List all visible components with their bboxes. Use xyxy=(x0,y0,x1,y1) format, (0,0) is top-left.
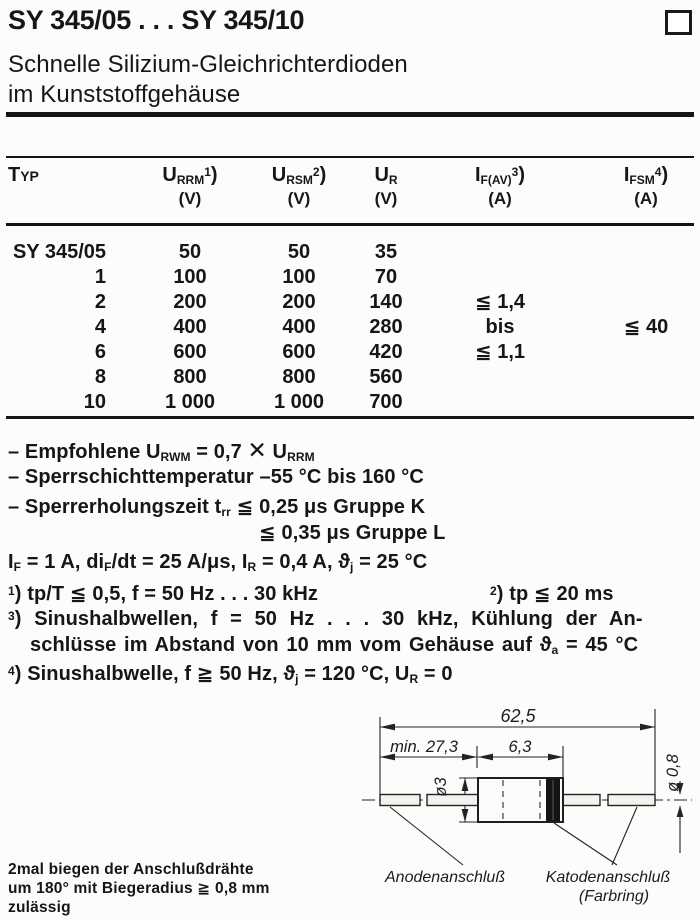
subtitle-line-2: im Kunststoffgehäuse xyxy=(8,81,241,108)
table-row: 6 600 600 420 ≦ 1,1 xyxy=(94,341,526,363)
col-header-urrm: $U_{RRM}^1$) (V) xyxy=(162,164,218,208)
header-thick-rule xyxy=(6,112,694,117)
footnote-3-line2: schlüsse im Abstand von 10 mm vom Gehäuse auf $ϑ_a = 45$ °C xyxy=(30,634,639,657)
dim-wire-dia-label: ø 0,8 xyxy=(664,754,682,792)
bend-line-2: um 180° mit Biegeradius ≧ 0,8 mm xyxy=(8,880,270,897)
col-header-ifsm: $I_{FSM}^4$) (A) xyxy=(623,164,669,208)
dim-lead-label: min. 27,3 xyxy=(390,738,458,756)
table-header-rule xyxy=(6,223,694,226)
anode-leader-line xyxy=(390,807,463,865)
table-row: 10 1 000 1 000 700 xyxy=(83,391,403,413)
table-bottom-rule xyxy=(6,416,694,419)
bend-line-1: 2mal biegen der Anschlußdrähte xyxy=(8,861,254,878)
package-outline-drawing xyxy=(350,695,700,920)
anode-lead-wire xyxy=(380,795,420,806)
subtitle-line-1: Schnelle Silizium-Gleichrichterdioden xyxy=(8,51,408,78)
page-title: SY 345/05 . . . SY 345/10 xyxy=(8,5,305,35)
table-row: 4 400 400 280 bis ≦ 40 xyxy=(94,316,669,338)
table-row: 1 100 100 70 xyxy=(94,266,398,288)
cathode-lead-wire xyxy=(608,795,655,806)
col-header-ursm: $U_{RSM}^2$) (V) xyxy=(271,164,327,208)
table-row: 8 800 800 560 xyxy=(94,366,403,388)
anode-label: Anodenanschluß xyxy=(385,869,506,886)
bend-instruction xyxy=(8,860,270,917)
table-row: SY 345/05 50 50 35 xyxy=(12,241,398,263)
note-junction-temp: – Sperrschichttemperatur –55 °C bis 160 °C xyxy=(8,466,424,488)
dim-body-label: 6,3 xyxy=(508,738,532,756)
note-recovery-time-l: ≦ 0,35 μs Gruppe L xyxy=(259,522,446,544)
cathode-label: Katodenanschluß xyxy=(545,869,671,886)
dim-total-label: 62,5 xyxy=(500,706,536,726)
test-conditions: $I_F = 1$ A, $di_F/dt = 25$ A/μs, $I_R = 0,4$ A, $ϑ_j = 25$ °C xyxy=(8,551,428,574)
col-header-typ: Typ xyxy=(8,164,39,186)
note-recovery-time-k: – Sperrerholungszeit $t_{rr}$ ≦ 0,25 μs Gruppe K xyxy=(8,496,426,519)
footnote-1: $^1$) tp/T ≦ 0,5, f = 50 Hz . . . 30 kHz xyxy=(8,583,319,605)
cathode-label-2: (Farbring) xyxy=(578,888,650,905)
footnote-3-line1: $^3$) Sinushalbwellen, f = 50 Hz . . . 30 kHz, Kühlung der An- xyxy=(8,608,643,630)
page-subtitle xyxy=(8,50,408,110)
table-header xyxy=(0,164,700,210)
note-urwm: – Empfohlene $U_{RWM} = 0,7$ ✕ $U_{RRM}$ xyxy=(8,437,315,464)
table-top-rule xyxy=(6,156,694,158)
footnote-4: $^4$) Sinushalbwelle, f ≧ 50 Hz, $ϑ_j = 120$ °C, $U_R = 0$ xyxy=(8,663,453,686)
corner-box-icon xyxy=(665,10,692,35)
footnote-2: $^2$) tp ≦ 20 ms xyxy=(490,583,614,605)
cathode-leader-line2 xyxy=(612,807,637,865)
dim-body-dia-label: ø3 xyxy=(432,777,450,797)
col-header-ifav: $I_{F(AV)}^3$) (A) xyxy=(474,164,526,208)
table-row: 2 200 200 140 ≦ 1,4 xyxy=(94,291,526,313)
ratings-table xyxy=(0,240,700,415)
col-header-ur: $U_R$ (V) xyxy=(374,164,398,208)
bend-line-3: zulässig xyxy=(8,899,71,916)
cathode-leader-line xyxy=(554,823,617,865)
